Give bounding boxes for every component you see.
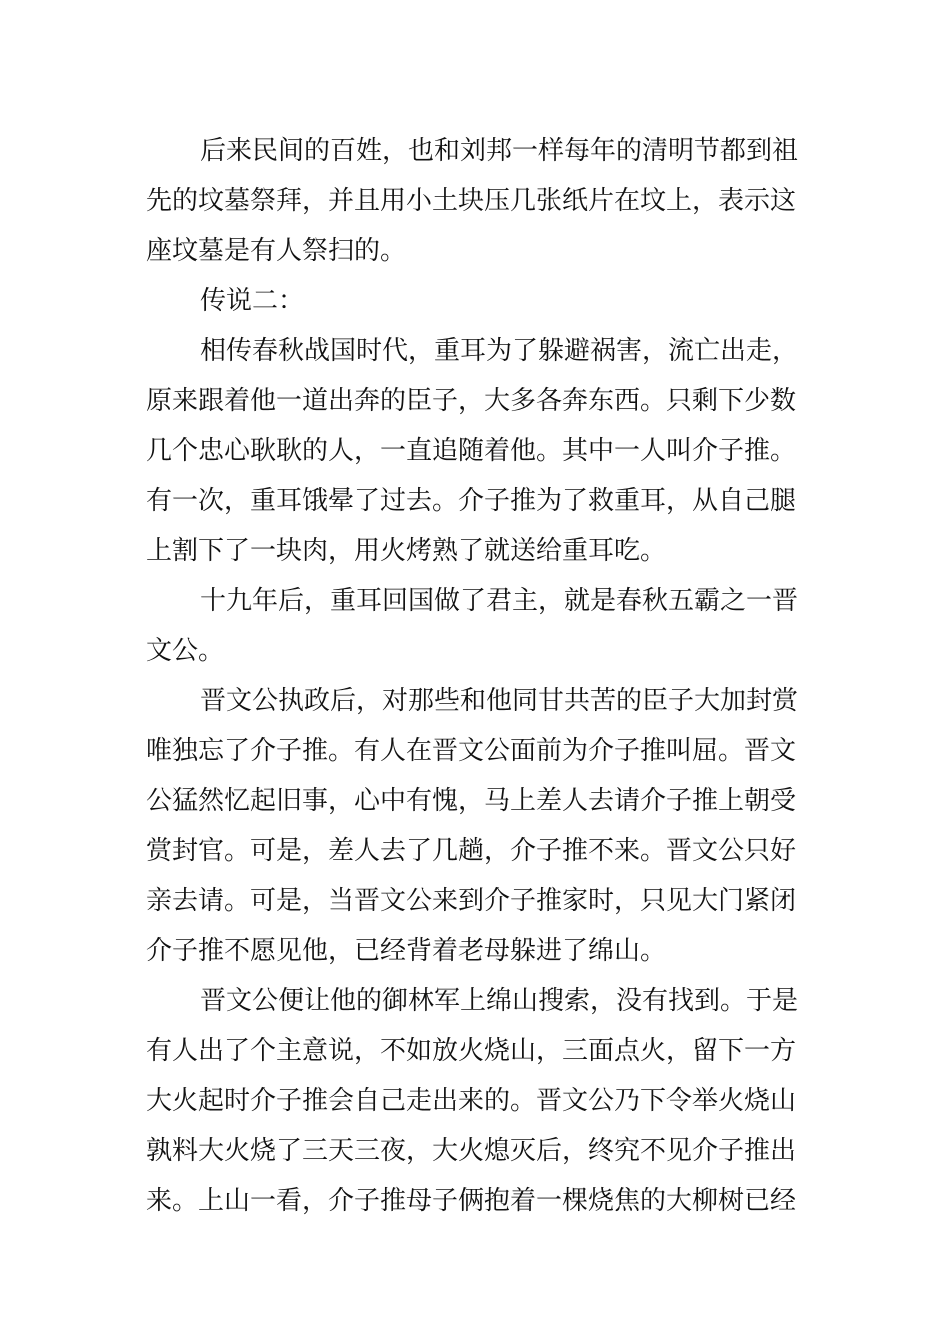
text-line: 相传春秋战国时代，重耳为了躲避祸害，流亡出走， (200, 336, 799, 366)
text-line: 原来跟着他一道出奔的臣子，大多各奔东西。只剩下少数 (146, 386, 797, 416)
text-line: 赏封官。可是，差人去了几趟，介子推不来。晋文公只好 (146, 836, 797, 866)
text-line: 有一次，重耳饿晕了过去。介子推为了救重耳，从自己腿 (146, 486, 797, 516)
paragraph (146, 126, 816, 276)
text-line: 亲去请。可是，当晋文公来到介子推家时，只见大门紧闭 (146, 886, 797, 916)
text-line: 介子推不愿见他，已经背着老母躲进了绵山。 (146, 936, 667, 966)
text-line: 先的坟墓祭拜，并且用小土块压几张纸片在坟上，表示这 (146, 186, 797, 216)
text-line: 座坟墓是有人祭扫的。 (146, 236, 407, 266)
text-line: 晋文公执政后，对那些和他同甘共苦的臣子大加封赏 (200, 686, 799, 716)
paragraph (146, 326, 816, 576)
text-line: 文公。 (146, 636, 225, 666)
text-line: 后来民间的百姓，也和刘邦一样每年的清明节都到祖 (200, 136, 799, 166)
document-body (146, 126, 816, 1226)
section-heading (146, 276, 816, 326)
text-line: 公猛然忆起旧事，心中有愧，马上差人去请介子推上朝受 (146, 786, 797, 816)
text-line: 来。上山一看，介子推母子俩抱着一棵烧焦的大柳树已经 (146, 1186, 797, 1216)
text-line: 晋文公便让他的御林军上绵山搜索，没有找到。于是 (200, 986, 799, 1016)
text-line: 传说二： (200, 286, 305, 316)
text-line: 十九年后，重耳回国做了君主，就是春秋五霸之一晋 (200, 586, 799, 616)
text-line: 有人出了个主意说，不如放火烧山，三面点火，留下一方 (146, 1036, 797, 1066)
text-line: 大火起时介子推会自己走出来的。晋文公乃下令举火烧山 (146, 1086, 797, 1116)
paragraph (146, 576, 816, 676)
paragraph (146, 676, 816, 976)
text-line: 唯独忘了介子推。有人在晋文公面前为介子推叫屈。晋文 (146, 736, 797, 766)
text-line: 几个忠心耿耿的人，一直追随着他。其中一人叫介子推。 (146, 436, 797, 466)
text-line: 孰料大火烧了三天三夜，大火熄灭后，终究不见介子推出 (146, 1136, 797, 1166)
paragraph (146, 976, 816, 1226)
text-line: 上割下了一块肉，用火烤熟了就送给重耳吃。 (146, 536, 667, 566)
